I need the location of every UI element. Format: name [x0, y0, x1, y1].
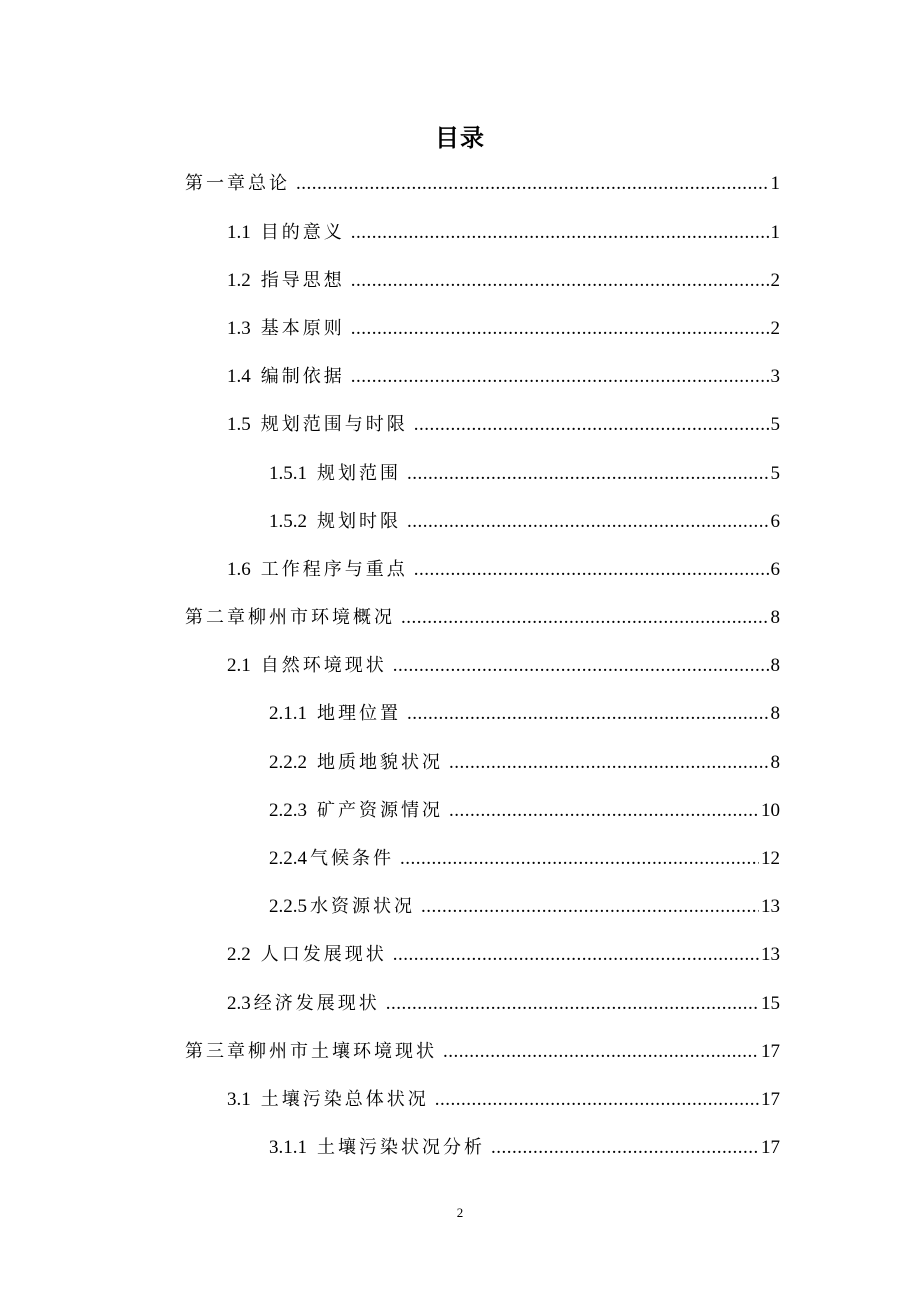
- toc-entry-number: 2.2.4: [269, 848, 307, 869]
- toc-entry-page: 8: [770, 752, 780, 773]
- toc-entry-text: 地理位置: [317, 703, 401, 724]
- toc-entry-page: 12: [761, 848, 780, 869]
- toc-entry-page: 8: [770, 607, 780, 628]
- toc-entry-number: 2.1: [227, 655, 251, 676]
- toc-leader-dots: [351, 261, 769, 301]
- toc-entry-page: 17: [761, 1089, 780, 1110]
- toc-entry-number: 1.3: [227, 318, 251, 339]
- toc-entry-text: 基本原则: [260, 318, 345, 339]
- toc-entry-page: 2: [770, 270, 780, 291]
- toc-title: 目录: [435, 124, 485, 152]
- toc-entry-page: 8: [770, 655, 780, 676]
- toc-entry-2-2[interactable]: [227, 935, 780, 975]
- toc-leader-dots: [407, 694, 769, 734]
- toc-leader-dots: [351, 357, 769, 397]
- toc-entry-text: 自然环境现状: [260, 655, 387, 676]
- toc-entry-1-1[interactable]: [227, 213, 780, 253]
- toc-leader-dots: [449, 791, 759, 831]
- toc-entry-page: 6: [770, 511, 780, 532]
- toc-entry-text: 目的意义: [260, 222, 345, 243]
- toc-entry-2-2-5[interactable]: [269, 887, 780, 927]
- toc-leader-dots: [386, 984, 759, 1024]
- toc-entry-text: 水资源状况: [310, 896, 415, 917]
- toc-entry-number: 1.2: [227, 270, 251, 291]
- toc-leader-dots: [491, 1128, 759, 1168]
- toc-entry-text: 矿产资源情况: [317, 800, 443, 821]
- toc-leader-dots: [407, 502, 769, 542]
- toc-entry-text: 工作程序与重点: [260, 559, 408, 580]
- toc-entry-page: 2: [770, 318, 780, 339]
- toc-entry-2-2-3[interactable]: [269, 791, 780, 831]
- toc-entry-page: 17: [761, 1137, 780, 1158]
- toc-entry-number: 1.6: [227, 559, 251, 580]
- toc-entry-text: 第三章柳州市土壤环境现状: [185, 1041, 437, 1062]
- toc-leader-dots: [296, 164, 769, 204]
- toc-leader-dots: [393, 935, 759, 975]
- toc-entry-number: 2.2.2: [269, 752, 307, 773]
- toc-entry-number: 3.1.1: [269, 1137, 307, 1158]
- toc-entry-1-5-1[interactable]: [269, 454, 780, 494]
- toc-entry-page: 1: [770, 222, 780, 243]
- toc-entry-chapter-1[interactable]: [185, 164, 780, 204]
- toc-entry-text: 人口发展现状: [260, 944, 387, 965]
- toc-entry-2-3[interactable]: [227, 984, 780, 1024]
- toc-entry-1-5[interactable]: [227, 405, 780, 445]
- toc-leader-dots: [407, 454, 769, 494]
- toc-entry-2-2-2[interactable]: [269, 743, 780, 783]
- toc-leader-dots: [443, 1032, 759, 1072]
- toc-entry-page: 5: [770, 463, 780, 484]
- toc-entry-page: 8: [770, 703, 780, 724]
- toc-entry-text: 第一章总论: [185, 173, 290, 194]
- toc-leader-dots: [449, 743, 769, 783]
- toc-entry-3-1-1[interactable]: [269, 1128, 780, 1168]
- toc-entry-page: 17: [761, 1041, 780, 1062]
- toc-entry-page: 13: [761, 896, 780, 917]
- toc-entry-page: 10: [761, 800, 780, 821]
- toc-entry-number: 1.5.1: [269, 463, 307, 484]
- toc-leader-dots: [435, 1080, 759, 1120]
- toc-leader-dots: [401, 598, 769, 638]
- toc-leader-dots: [393, 646, 769, 686]
- toc-entry-text: 地质地貌状况: [317, 752, 443, 773]
- toc-entry-1-2[interactable]: [227, 261, 780, 301]
- toc-entry-number: 1.1: [227, 222, 251, 243]
- toc-entry-number: 2.2.5: [269, 896, 307, 917]
- toc-entry-number: 1.5.2: [269, 511, 307, 532]
- toc-entry-number: 3.1: [227, 1089, 251, 1110]
- toc-entry-1-6[interactable]: [227, 550, 780, 590]
- toc-entry-2-1[interactable]: [227, 646, 780, 686]
- toc-entry-page: 3: [770, 366, 780, 387]
- toc-entry-text: 规划范围与时限: [260, 414, 408, 435]
- toc-leader-dots: [400, 839, 759, 879]
- toc-entry-text: 土壤污染状况分析: [317, 1137, 485, 1158]
- toc-entry-text: 第二章柳州市环境概况: [185, 607, 395, 628]
- toc-entry-number: 2.1.1: [269, 703, 307, 724]
- toc-entry-number: 2.3: [227, 993, 251, 1014]
- toc-entry-number: 2.2: [227, 944, 251, 965]
- toc-entry-number: 1.4: [227, 366, 251, 387]
- toc-leader-dots: [351, 213, 769, 253]
- toc-entry-1-4[interactable]: [227, 357, 780, 397]
- toc-entry-text: 土壤污染总体状况: [260, 1089, 429, 1110]
- toc-leader-dots: [421, 887, 759, 927]
- toc-entry-page: 13: [761, 944, 780, 965]
- toc-entry-3-1[interactable]: [227, 1080, 780, 1120]
- toc-entry-text: 指导思想: [260, 270, 345, 291]
- toc-entry-text: 经济发展现状: [253, 993, 380, 1014]
- toc-entry-2-1-1[interactable]: [269, 694, 780, 734]
- toc-entry-chapter-2[interactable]: [185, 598, 780, 638]
- toc-entry-text: 气候条件: [310, 848, 394, 869]
- toc-entry-page: 6: [770, 559, 780, 580]
- toc-leader-dots: [414, 550, 769, 590]
- toc-entry-2-2-4[interactable]: [269, 839, 780, 879]
- page-number: 2: [456, 1205, 464, 1220]
- toc-entry-1-5-2[interactable]: [269, 502, 780, 542]
- toc-entry-text: 规划范围: [317, 463, 401, 484]
- toc-entry-number: 2.2.3: [269, 800, 307, 821]
- toc-leader-dots: [351, 309, 769, 349]
- toc-entry-text: 规划时限: [317, 511, 401, 532]
- toc-entry-chapter-3[interactable]: [185, 1032, 780, 1072]
- toc-entry-text: 编制依据: [260, 366, 345, 387]
- toc-leader-dots: [414, 405, 769, 445]
- toc-entry-page: 1: [770, 173, 780, 194]
- toc-entry-number: 1.5: [227, 414, 251, 435]
- toc-entry-page: 5: [770, 414, 780, 435]
- toc-entry-1-3[interactable]: [227, 309, 780, 349]
- toc-entry-page: 15: [761, 993, 780, 1014]
